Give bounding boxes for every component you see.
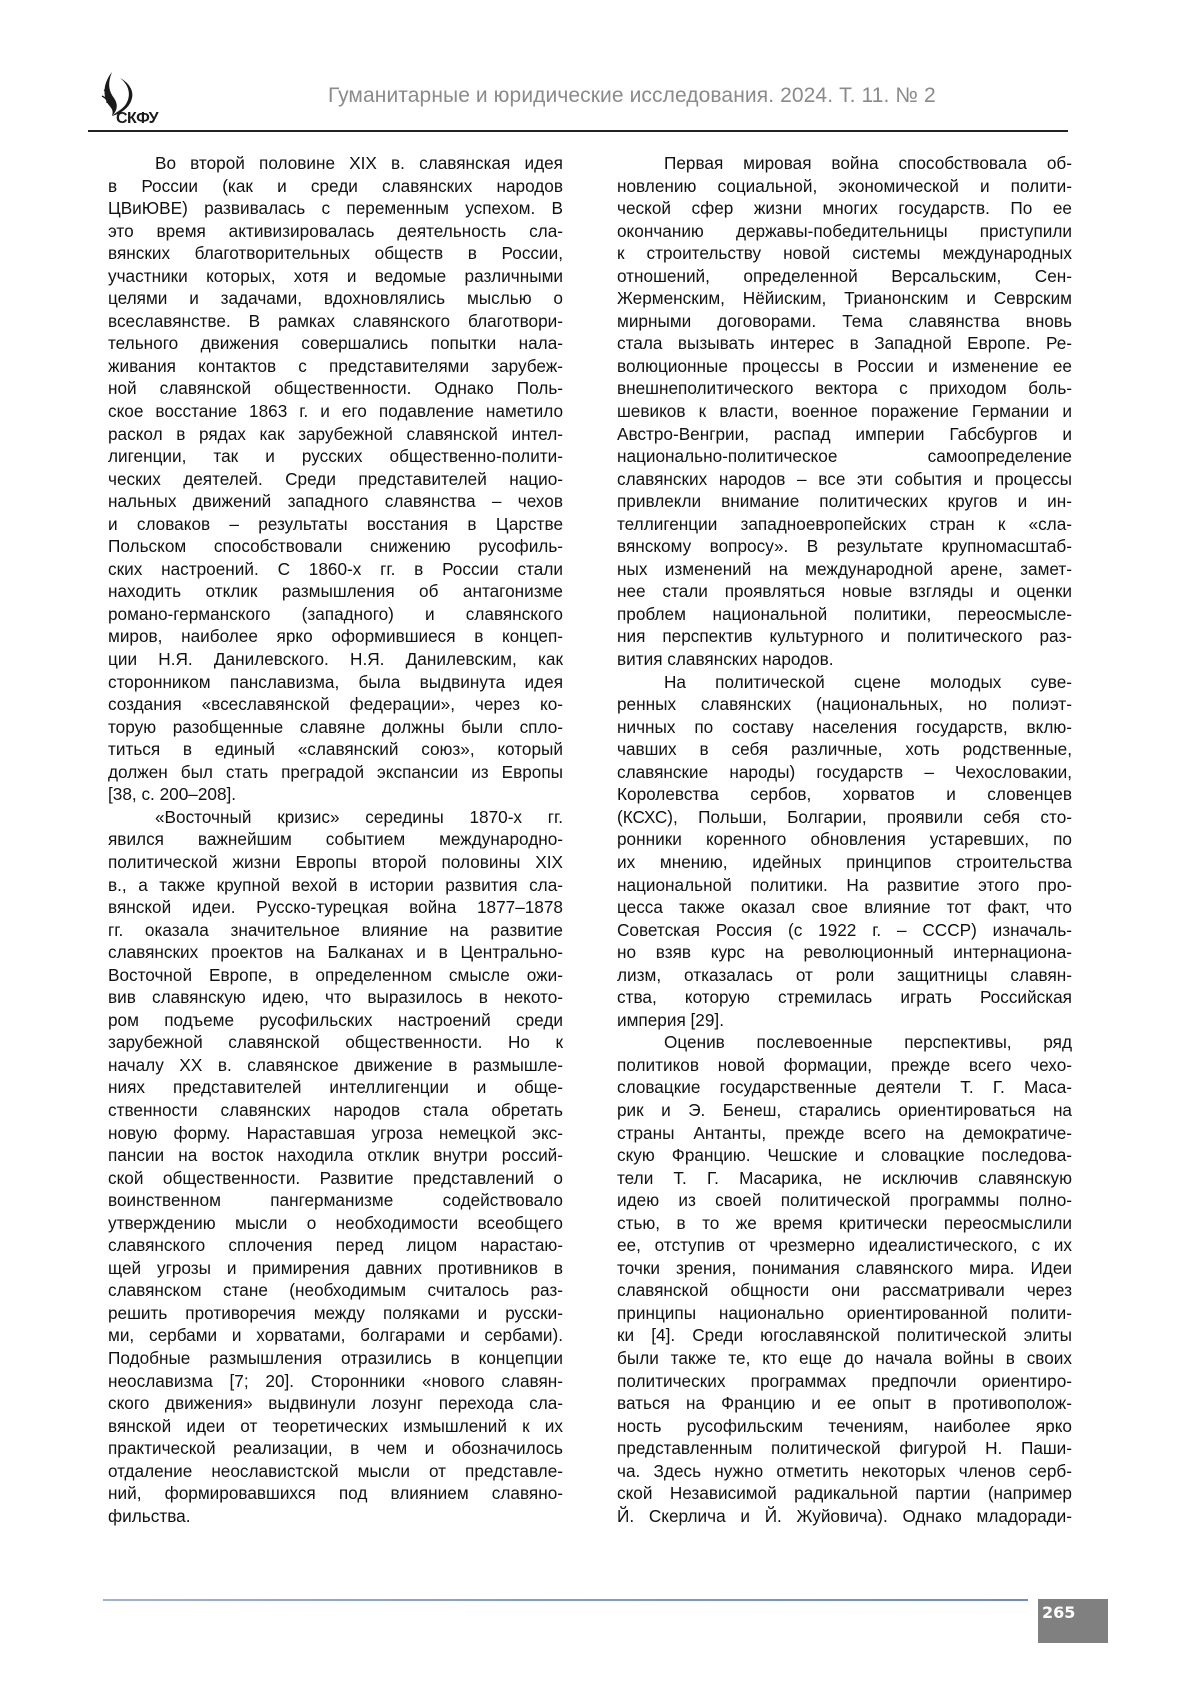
text-line: Польском способствовали снижению русофиль- [108,536,563,557]
text-line: ми, сербами и хорватами, болгарами и сербами). [108,1325,563,1346]
text-line: вянских благотворительных обществ в России, [108,243,563,264]
text-line: ческой сфер жизни многих государств. По ее [617,198,1072,219]
text-line: национальной политики. На развитие этого про- [617,874,1072,895]
text-line: привлекли внимание политических кругов и ин- [617,491,1072,512]
text-line: романо-германского (западного) и славянского [108,603,563,624]
text-line: их мнению, идейных принципов строительства [617,851,1072,872]
text-line: ваться на Францию и ее опыт в противополож- [617,1393,1072,1414]
text-line: ческих деятелей. Среди представителей нацио- [108,468,563,489]
text-line: торую разобщенные славяне должны были спло- [108,716,563,737]
page-header [88,60,1068,134]
text-line: началу XX в. славянское движение в размышле- [108,1054,563,1075]
text-line: ки [4]. Среди югославянской политической элиты [617,1325,1072,1346]
text-line: славянского сплочения перед лицом нарастаю- [108,1235,563,1256]
text-line: славянских народов – все эти события и процессы [617,468,1072,489]
text-line: но взяв курс на революционный интернациона- [617,942,1072,963]
text-line: ность русофильским течениям, наиболее ярко [617,1415,1072,1436]
text-line: были также те, кто еще до начала войны в своих [617,1347,1072,1368]
text-line: титься в единый «славянский союз», который [108,739,563,760]
page-number: 265 [1042,1603,1076,1622]
text-line: утверждению мысли о необходимости всеобщего [108,1212,563,1233]
journal-title: Гуманитарные и юридические исследования. 2024. Т. 11. № 2 [328,84,936,107]
text-line: ных изменений на международной арене, замет- [617,558,1072,579]
text-line: Австро-Венгрии, распад империи Габсбургов и [617,423,1072,444]
text-line: идею из своей политической программы полно- [617,1190,1072,1211]
text-line: нее стали проявляться новые взгляды и оценки [617,581,1072,602]
text-line: политиков новой формации, прежде всего чехо- [617,1054,1072,1075]
text-line: шевиков к власти, военное поражение Германии и [617,401,1072,422]
text-line: явился важнейшим событием международно- [108,829,563,850]
text-line: нальных движений западного славянства – чехов [108,491,563,512]
text-line: ренных славянских (национальных, но полиэт- [617,694,1072,715]
text-line: политической жизни Европы второй половины XIX [108,851,563,872]
text-line: рик и Э. Бенеш, старались ориентироваться на [617,1099,1072,1120]
text-line: теллигенции западноевропейских стран к «сла- [617,513,1072,534]
text-line: новую форму. Нараставшая угроза немецкой экс- [108,1122,563,1143]
text-line: (КСХС), Польши, Болгарии, проявили себя сто- [617,806,1072,827]
text-line: миров, наиболее ярко оформившиеся в концеп- [108,626,563,647]
left-column [108,152,563,1527]
text-line: отдаление неославистской мысли от представле- [108,1460,563,1481]
text-line: ственности славянских народов стала обретать [108,1099,563,1120]
text-line: ЦВиЮВЕ) развивалась с переменным успехом. В [108,198,563,219]
text-line: фильства. [108,1505,191,1526]
text-line: представленным политической фигурой Н. Паши- [617,1438,1072,1459]
text-line: целями и задачами, вдохновлялись мыслью о [108,288,563,309]
text-line: новлению социальной, экономической и полити- [617,175,1072,196]
paragraph-first-line: На политической сцене молодых суве- [664,671,1072,692]
text-line: вянской идеи от теоретических измышлений к их [108,1415,563,1436]
text-line: вянской идеи. Русско-турецкая война 1877–1878 [108,897,563,918]
text-line: стью, в то же время критически переосмыслили [617,1212,1072,1233]
text-line: скую Францию. Чешские и словацкие последова- [617,1145,1072,1166]
text-line: славянские народы) государств – Чехословакии, [617,761,1072,782]
text-line: щей угрозы и примирения давних противников в [108,1257,563,1278]
text-line: ничных по составу населения государств, вклю- [617,716,1072,737]
text-line: стала вызывать интерес в Западной Европе. Ре- [617,333,1072,354]
text-line: в., а также крупной вехой в истории развития сла- [108,874,563,895]
text-line: должен был стать преградой экспансии из Европы [108,761,563,782]
text-line: ее, отступив от чрезмерно идеалистического, с их [617,1235,1072,1256]
text-line: живания контактов с представителями зарубеж- [108,355,563,376]
text-line: неославизма [7; 20]. Сторонники «нового славян- [108,1370,563,1391]
text-line: политических программах предпочли ориентиро- [617,1370,1072,1391]
paragraph-first-line: Оценив послевоенные перспективы, ряд [664,1032,1072,1053]
text-line: ния перспектив культурного и политического раз- [617,626,1072,647]
text-line: ции Н.Я. Данилевского. Н.Я. Данилевским, как [108,649,563,670]
text-line: цесса также оказал свое влияние тот факт, что [617,897,1072,918]
text-line: славянской общности они рассматривали через [617,1280,1072,1301]
text-line: Жерменским, Нёйиским, Трианонским и Севрским [617,288,1072,309]
text-line: создания «всеславянской федерации», через ко- [108,694,563,715]
text-line: участники которых, хотя и ведомые различными [108,265,563,286]
text-line: славянском стане (необходимым считалось раз- [108,1280,563,1301]
university-logo [98,70,178,128]
text-line: словацкие государственные деятели Т. Г. Маса- [617,1077,1072,1098]
text-line: лизм, отказалась от роли защитницы славян- [617,964,1072,985]
text-line: Советская Россия (с 1922 г. – СССР) изначаль- [617,919,1072,940]
text-line: всеславянстве. В рамках славянского благотвори- [108,310,563,331]
text-line: воинственном пангерманизме содействовало [108,1190,563,1211]
text-line: ной славянской общественности. Однако Поль- [108,378,563,399]
text-line: [38, с. 200–208]. [108,784,237,805]
text-line: в России (как и среди славянских народов [108,175,563,196]
text-line: точки зрения, понимания славянского мира. Идеи [617,1257,1072,1278]
text-line: Восточной Европе, в определенном смысле ожи- [108,964,563,985]
text-line: проблем национальной политики, переосмысле- [617,603,1072,624]
paragraph-first-line: «Восточный кризис» середины 1870-х гг. [155,806,563,827]
text-line: вянскому вопросу». В результате крупномасштаб- [617,536,1072,557]
text-line: ний, формировавшихся под влиянием славяно- [108,1483,563,1504]
text-line: отношений, определенной Версальским, Сен- [617,265,1072,286]
text-line: внешнеполитического вектора с приходом боль- [617,378,1072,399]
text-line: тели Т. Г. Масарика, не исключив славянскую [617,1167,1072,1188]
text-line: ских настроений. С 1860-х гг. в России стали [108,558,563,579]
text-line: раскол в рядах как зарубежной славянской интел- [108,423,563,444]
text-line: ства, которую стремилась играть Российская [617,987,1072,1008]
text-line: лигенции, так и русских общественно-полити- [108,446,563,467]
text-line: мирными договорами. Тема славянства вновь [617,310,1072,331]
text-line: Й. Скерлича и Й. Жуйовича). Однако младоради- [617,1505,1072,1526]
header-divider [88,130,1068,132]
text-line: империя [29]. [617,1009,724,1030]
text-line: решить противоречия между поляками и русски- [108,1302,563,1323]
text-line: это время активизировалась деятельность сла- [108,220,563,241]
footer-divider [103,1599,1028,1601]
text-line: ниях представителей интеллигенции и обще- [108,1077,563,1098]
text-line: Королевства сербов, хорватов и словенцев [617,784,1072,805]
text-line: ронники коренного обновления устаревших, по [617,829,1072,850]
text-line: вития славянских народов. [617,649,834,670]
paragraph-first-line: Первая мировая война способствовала об- [664,153,1072,173]
paragraph-first-line: Во второй половине XIX в. славянская идея [155,153,563,173]
text-line: ча. Здесь нужно отметить некоторых членов серб- [617,1460,1072,1481]
text-line: ской Независимой радикальной партии (например [617,1483,1072,1504]
page-number-box [1038,1599,1108,1643]
text-line: зарубежной славянской общественности. Но к [108,1032,563,1053]
text-line: гг. оказала значительное влияние на развитие [108,919,563,940]
text-line: к строительству новой системы международных [617,243,1072,264]
text-line: практической реализации, в чем и обозначилось [108,1438,563,1459]
text-line: окончанию державы-победительницы приступили [617,220,1072,241]
text-line: ром подъеме русофильских настроений среди [108,1009,563,1030]
right-column [617,152,1072,1527]
text-line: волюционные процессы в России и изменение ее [617,355,1072,376]
text-line: национально-политическое самоопределение [617,446,1072,467]
text-line: вив славянскую идею, что выразилось в некото- [108,987,563,1008]
logo-text: СКФУ [116,110,159,127]
text-line: Подобные размышления отразились в концепции [108,1347,563,1368]
text-line: славянских проектов на Балканах и в Центрально- [108,942,563,963]
text-line: пансии на восток находила отклик внутри россий- [108,1145,563,1166]
text-line: чавших в себя различные, хоть родственные, [617,739,1072,760]
text-line: и словаков – результаты восстания в Царстве [108,513,563,534]
text-line: тельного движения совершались попытки нала- [108,333,563,354]
text-line: находить отклик размышления об антагонизме [108,581,563,602]
text-line: ского движения» выдвинули лозунг перехода сла- [108,1393,563,1414]
text-line: ское восстание 1863 г. и его подавление наметило [108,401,563,422]
text-line: принципы национально ориентированной полити- [617,1302,1072,1323]
text-line: страны Антанты, прежде всего на демократиче- [617,1122,1072,1143]
text-line: сторонником панславизма, была выдвинута идея [108,671,563,692]
text-line: ской общественности. Развитие представлений о [108,1167,563,1188]
